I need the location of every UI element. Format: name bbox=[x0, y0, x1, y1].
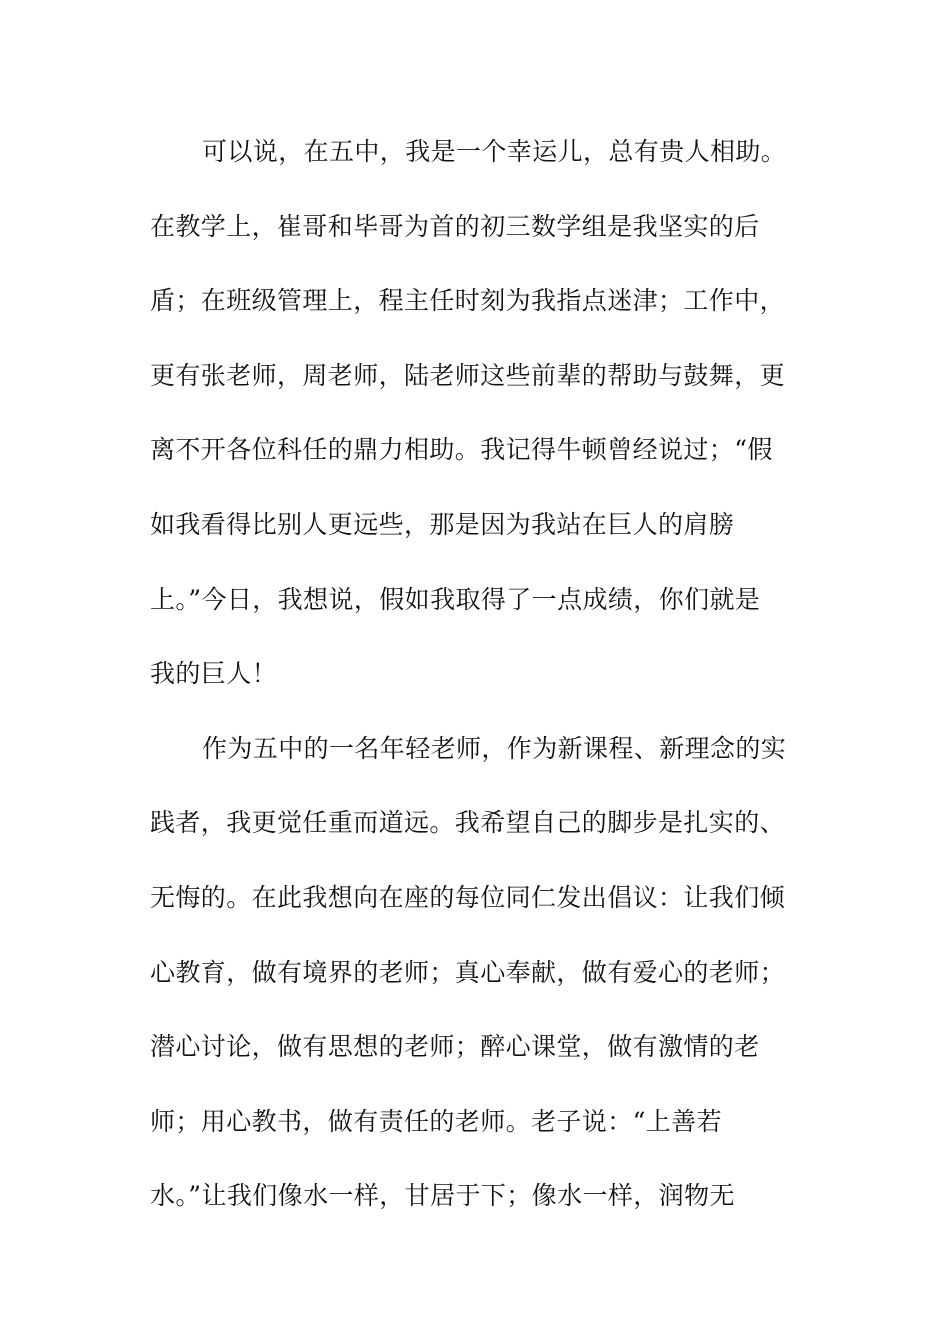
paragraph-2-line-7: 水。”让我们像水一样，甘居于下；像水一样，润物无 bbox=[150, 1181, 735, 1211]
paragraph-1-line-8: 我的巨人！ bbox=[150, 659, 278, 689]
paragraph-1-line-3: 盾；在班级管理上，程主任时刻为我指点迷津；工作中， bbox=[150, 286, 786, 316]
paragraph-1-line-2: 在教学上，崔哥和毕哥为首的初三数学组是我坚实的后 bbox=[150, 211, 760, 241]
paragraph-1-line-5: 离不开各位科任的鼎力相助。我记得牛顿曾经说过；“假 bbox=[150, 435, 773, 465]
paragraph-2-line-3: 无悔的。在此我想向在座的每位同仁发出倡议：让我们倾 bbox=[150, 882, 786, 912]
body-text bbox=[150, 128, 800, 1247]
paragraph-1-line-1: 可以说，在五中，我是一个幸运儿，总有贵人相助。 bbox=[202, 137, 787, 166]
paragraph-2-line-2: 践者，我更觉任重而道远。我希望自己的脚步是扎实的、 bbox=[150, 808, 786, 838]
paragraph-1-line-7: 上。”今日，我想说，假如我取得了一点成绩，你们就是 bbox=[150, 584, 761, 614]
paragraph-2-line-6: 师；用心教书，做有责任的老师。老子说：“上善若 bbox=[150, 1106, 722, 1136]
paragraph-2-line-5: 潜心讨论，做有思想的老师；醉心课堂，做有激情的老 bbox=[150, 1032, 760, 1062]
paragraph-1-line-4: 更有张老师，周老师，陆老师这些前辈的帮助与鼓舞，更 bbox=[150, 360, 786, 390]
paragraph-2-line-4: 心教育，做有境界的老师；真心奉献，做有爱心的老师； bbox=[150, 957, 786, 987]
paragraph-1-line-6: 如我看得比别人更远些，那是因为我站在巨人的肩膀 bbox=[150, 509, 735, 539]
paragraph-2-line-1: 作为五中的一名年轻老师，作为新课程、新理念的实 bbox=[202, 733, 787, 763]
